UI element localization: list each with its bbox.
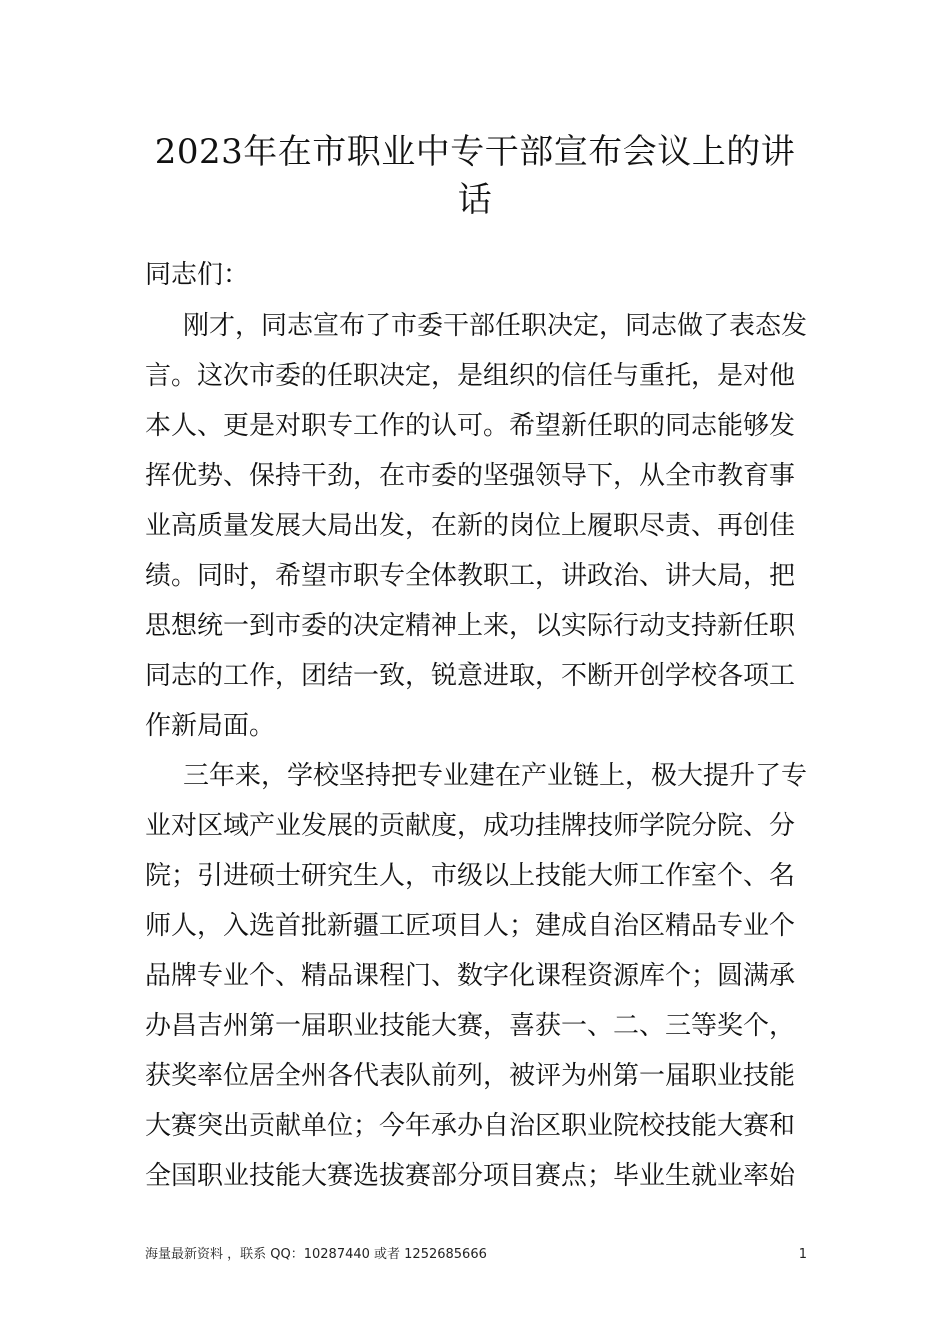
paragraph-line: 院；引进硕士研究生人，市级以上技能大师工作室个、名 [145, 861, 796, 891]
paragraph-line: 业对区域产业发展的贡献度，成功挂牌技师学院分院、分 [145, 811, 796, 841]
paragraph-1 [145, 301, 815, 751]
paragraph-line: 大赛突出贡献单位；今年承办自治区职业院校技能大赛和 [145, 1111, 796, 1141]
paragraph-line: 品牌专业个、精品课程门、数字化课程资源库个；圆满承 [145, 961, 796, 991]
paragraph-line: 业高质量发展大局出发，在新的岗位上履职尽责、再创佳 [145, 511, 796, 541]
paragraph-line: 获奖率位居全州各代表队前列，被评为州第一届职业技能 [145, 1061, 796, 1091]
paragraph-2 [145, 751, 815, 1201]
paragraph-line: 师人，入选首批新疆工匠项目人；建成自治区精品专业个 [145, 911, 796, 941]
paragraph-line: 挥优势、保持干劲，在市委的坚强领导下，从全市教育事 [145, 461, 796, 491]
paragraph-line: 全国职业技能大赛选拔赛部分项目赛点；毕业生就业率始 [145, 1161, 796, 1191]
page-footer [145, 1246, 807, 1264]
paragraph-line: 作新局面。 [145, 711, 276, 741]
paragraph-line: 思想统一到市委的决定精神上来，以实际行动支持新任职 [145, 611, 796, 641]
document-title [120, 128, 830, 224]
title-line-1: 2023年在市职业中专干部宣布会议上的讲 [154, 132, 796, 172]
footer-contact-text: 海量最新资料 ，联系 QQ：10287440 或者 1252685666 [145, 1247, 487, 1262]
paragraph-line: 办昌吉州第一届职业技能大赛，喜获一、二、三等奖个， [145, 1011, 796, 1041]
salutation: 同志们： [145, 260, 250, 290]
title-line-2: 话 [457, 180, 493, 220]
paragraph-line: 三年来，学校坚持把专业建在产业链上，极大提升了专 [183, 761, 808, 791]
paragraph-line: 同志的工作，团结一致，锐意进取，不断开创学校各项工 [145, 661, 796, 691]
paragraph-line: 刚才，同志宣布了市委干部任职决定，同志做了表态发 [183, 311, 808, 341]
page-number: 1 [798, 1247, 807, 1262]
paragraph-line: 言。这次市委的任职决定，是组织的信任与重托，是对他 [145, 361, 796, 391]
paragraph-line: 绩。同时，希望市职专全体教职工，讲政治、讲大局，把 [145, 561, 796, 591]
paragraph-line: 本人、更是对职专工作的认可。希望新任职的同志能够发 [145, 411, 796, 441]
